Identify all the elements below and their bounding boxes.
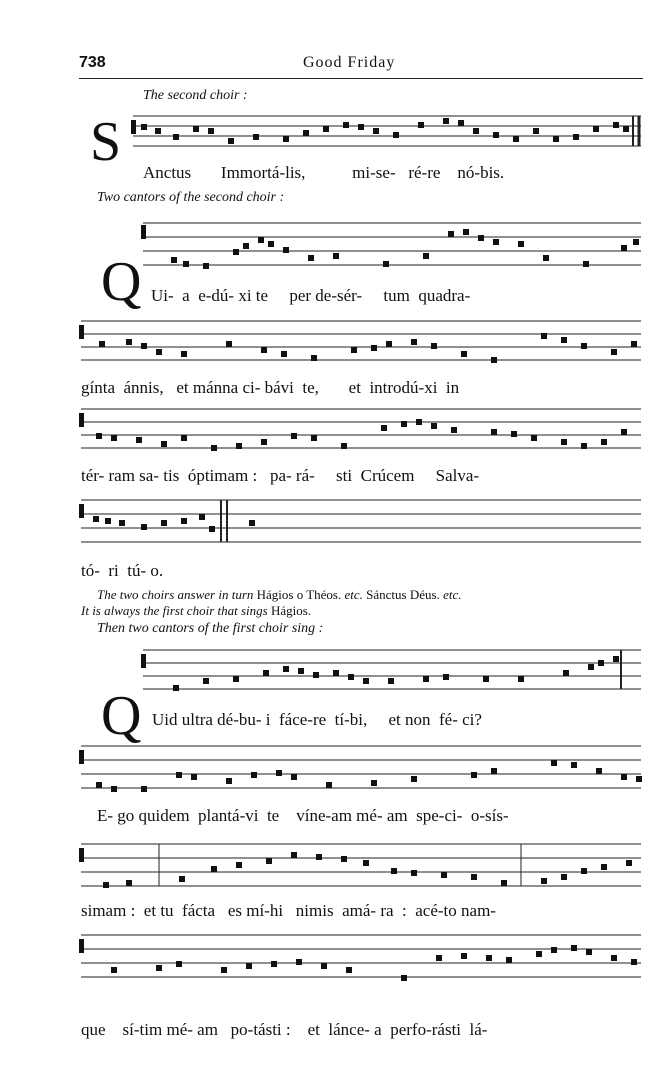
neume-note [598,660,604,666]
neume-note [458,120,464,126]
neume-note [323,126,329,132]
neume-note [518,241,524,247]
staff-9 [81,929,643,987]
neume-note [183,261,189,267]
neume-note [348,674,354,680]
neume-note [536,951,542,957]
neume-note [208,128,214,134]
neume-note [463,229,469,235]
neume-note [383,261,389,267]
neume-note [621,429,627,435]
neume-note [471,874,477,880]
neume-note [126,880,132,886]
neume-note [573,134,579,140]
neume-note [381,425,387,431]
neume-note [311,355,317,361]
neume-note [199,514,205,520]
neume-note [436,955,442,961]
neume-note [303,130,309,136]
neume-note [418,122,424,128]
neume-note [193,126,199,132]
neume-note [563,670,569,676]
neume-note [583,261,589,267]
neume-note [543,255,549,261]
clef-mark [131,120,136,134]
neume-note [181,351,187,357]
neume-note [551,760,557,766]
neume-note [623,126,629,132]
clef-mark [79,413,84,427]
neume-note [99,341,105,347]
staff-6 [143,644,643,700]
neume-note [176,961,182,967]
neume-note [371,345,377,351]
neume-note [391,868,397,874]
neume-note [401,975,407,981]
neume-note [161,520,167,526]
neume-note [431,423,437,429]
neume-note [613,656,619,662]
lyrics-line-1: Anctus Immortá-lis, mi-se- ré-re nó-bis. [143,163,505,182]
neume-note [268,241,274,247]
neume-note [266,858,272,864]
header-rule [79,78,643,79]
neume-note [181,518,187,524]
neume-note [471,772,477,778]
running-title: Good Friday [303,54,396,71]
neume-note [105,518,111,524]
neume-note [506,957,512,963]
neume-note [111,435,117,441]
lyrics-line-6: Uid ultra dé-bu- i fáce-re tí-bi, et non fé- ci? [152,710,482,729]
neume-note [551,947,557,953]
neume-note [431,343,437,349]
neume-note [393,132,399,138]
neume-note [343,122,349,128]
neume-note [533,128,539,134]
neume-note [358,124,364,130]
neume-note [276,770,282,776]
neume-note [111,967,117,973]
drop-cap-q-1: Q [101,251,142,313]
staff-1 [133,110,643,156]
rubric-two-cantors-second: Two cantors of the second choir : [97,190,285,205]
neume-note [253,134,259,140]
neume-note [491,429,497,435]
drop-cap-s: S [90,111,122,173]
rubric-hagios: Hágios. [270,603,312,618]
neume-note [141,124,147,130]
rubric-first-choir-text: It is always the first choir that sings [81,603,268,618]
rubric-sanctus-deus: Sánctus Déus. [366,587,440,602]
neume-note [141,524,147,530]
neume-note [473,128,479,134]
neume-note [111,786,117,792]
neume-note [631,959,637,965]
drop-cap-q-2: Q [101,685,142,747]
neume-note [283,136,289,142]
neume-note [203,678,209,684]
neume-note [243,243,249,249]
neume-note [351,347,357,353]
neume-note [236,443,242,449]
rubric-two-choirs [97,587,461,603]
neume-note [486,955,492,961]
rubric-first-choir [81,603,311,619]
neume-note [291,774,297,780]
neume-note [621,245,627,251]
neume-note [96,433,102,439]
neume-note [308,255,314,261]
neume-note [621,774,627,780]
rubric-hagios-o-theos: Hágios o Théos. [256,587,342,602]
clef-mark [79,504,84,518]
neume-note [291,433,297,439]
neume-note [448,231,454,237]
neume-note [226,341,232,347]
neume-note [233,676,239,682]
staff-2 [143,215,643,275]
neume-note [156,965,162,971]
neume-note [423,253,429,259]
neume-note [483,676,489,682]
neume-note [173,134,179,140]
neume-note [411,776,417,782]
neume-note [179,876,185,882]
neume-note [283,247,289,253]
lyrics-line-5: tó- ri tú- o. [81,561,164,580]
neume-note [221,967,227,973]
neume-note [633,239,639,245]
neume-note [341,856,347,862]
neume-note [291,852,297,858]
neume-note [373,128,379,134]
neume-note [246,963,252,969]
neume-note [136,437,142,443]
neume-note [611,955,617,961]
neume-note [581,868,587,874]
clef-mark [141,225,146,239]
neume-note [321,963,327,969]
neume-note [513,136,519,142]
neume-note [371,780,377,786]
neume-note [388,678,394,684]
neume-note [531,435,537,441]
neume-note [416,419,422,425]
neume-note [211,445,217,451]
neume-note [601,439,607,445]
neume-note [561,337,567,343]
neume-note [596,768,602,774]
neume-note [171,257,177,263]
neume-note [611,349,617,355]
neume-note [249,520,255,526]
neume-note [103,882,109,888]
neume-note [363,860,369,866]
neume-note [461,351,467,357]
neume-note [333,670,339,676]
neume-note [236,862,242,868]
neume-note [636,776,642,782]
neume-note [119,520,125,526]
rubric-two-choirs-intro: The two choirs answer in turn [97,587,254,602]
lyrics-line-7: E- go quidem plantá-vi te víne-am mé- am spe-ci- o-sís- [97,806,509,825]
neume-note [461,953,467,959]
neume-note [283,666,289,672]
neume-note [161,441,167,447]
clef-mark [79,750,84,764]
lyrics-line-2: Ui- a e-dú- xi te per de-sér- tum quadra- [151,286,471,305]
neume-note [233,249,239,255]
neume-note [541,333,547,339]
neume-note [561,439,567,445]
neume-note [313,672,319,678]
neume-note [626,860,632,866]
neume-note [326,782,332,788]
neume-note [501,880,507,886]
neume-note [588,664,594,670]
neume-note [261,439,267,445]
neume-note [593,126,599,132]
neume-note [586,949,592,955]
neume-note [209,526,215,532]
rubric-etc-2: etc. [443,587,462,602]
neume-note [581,343,587,349]
staff-5 [81,494,643,552]
neume-note [443,674,449,680]
neume-note [478,235,484,241]
neume-note [311,435,317,441]
neume-note [228,138,234,144]
lyrics-line-8: simam : et tu fácta es mí-hi nimis amá- ra : acé-to nam- [81,901,496,920]
neume-note [411,339,417,345]
neume-note [203,263,209,269]
neume-note [441,872,447,878]
neume-note [493,239,499,245]
neume-note [363,678,369,684]
neume-note [176,772,182,778]
rubric-etc-1: etc. [344,587,363,602]
neume-note [511,431,517,437]
neume-note [493,132,499,138]
lyrics-line-3: gínta ánnis, et mánna ci- bávi te, et introdú-xi in [81,378,460,397]
neume-note [271,961,277,967]
neume-note [141,343,147,349]
neume-note [298,668,304,674]
neume-note [581,443,587,449]
neume-note [141,786,147,792]
neume-note [333,253,339,259]
neume-note [411,870,417,876]
clef-mark [79,325,84,339]
neume-note [386,341,392,347]
staff-7 [81,740,643,796]
lyrics-line-4: tér- ram sa- tis óptimam : pa- rá- sti Crúcem Salva- [81,466,480,485]
neume-note [251,772,257,778]
lyrics-line-9: que sí-tim mé- am po-tásti : et lánce- a perfo-rásti lá- [81,1020,488,1039]
staff-3 [81,315,643,367]
neume-note [561,874,567,880]
neume-note [341,443,347,449]
neume-note [423,676,429,682]
rubric-two-cantors-first: Then two cantors of the first choir sing : [97,621,324,636]
neume-note [601,864,607,870]
neume-note [571,762,577,768]
neume-note [96,782,102,788]
neume-note [346,967,352,973]
neume-note [613,122,619,128]
neume-note [263,670,269,676]
neume-note [281,351,287,357]
neume-note [491,768,497,774]
neume-note [155,128,161,134]
neume-note [541,878,547,884]
neume-note [93,516,99,522]
neume-note [191,774,197,780]
neume-note [316,854,322,860]
neume-note [631,341,637,347]
neume-note [261,347,267,353]
staff-8 [81,838,643,894]
page-number: 738 [79,54,106,71]
neume-note [211,866,217,872]
neume-note [173,685,179,691]
neume-note [226,778,232,784]
clef-mark [141,654,146,668]
neume-note [181,435,187,441]
neume-note [296,959,302,965]
clef-mark [79,939,84,953]
neume-note [443,118,449,124]
neume-note [156,349,162,355]
neume-note [553,136,559,142]
neume-note [451,427,457,433]
neume-note [126,339,132,345]
neume-note [491,357,497,363]
staff-4 [81,403,643,457]
clef-mark [79,848,84,862]
neume-note [258,237,264,243]
neume-note [401,421,407,427]
neume-note [518,676,524,682]
neume-note [571,945,577,951]
rubric-second-choir: The second choir : [143,88,248,103]
